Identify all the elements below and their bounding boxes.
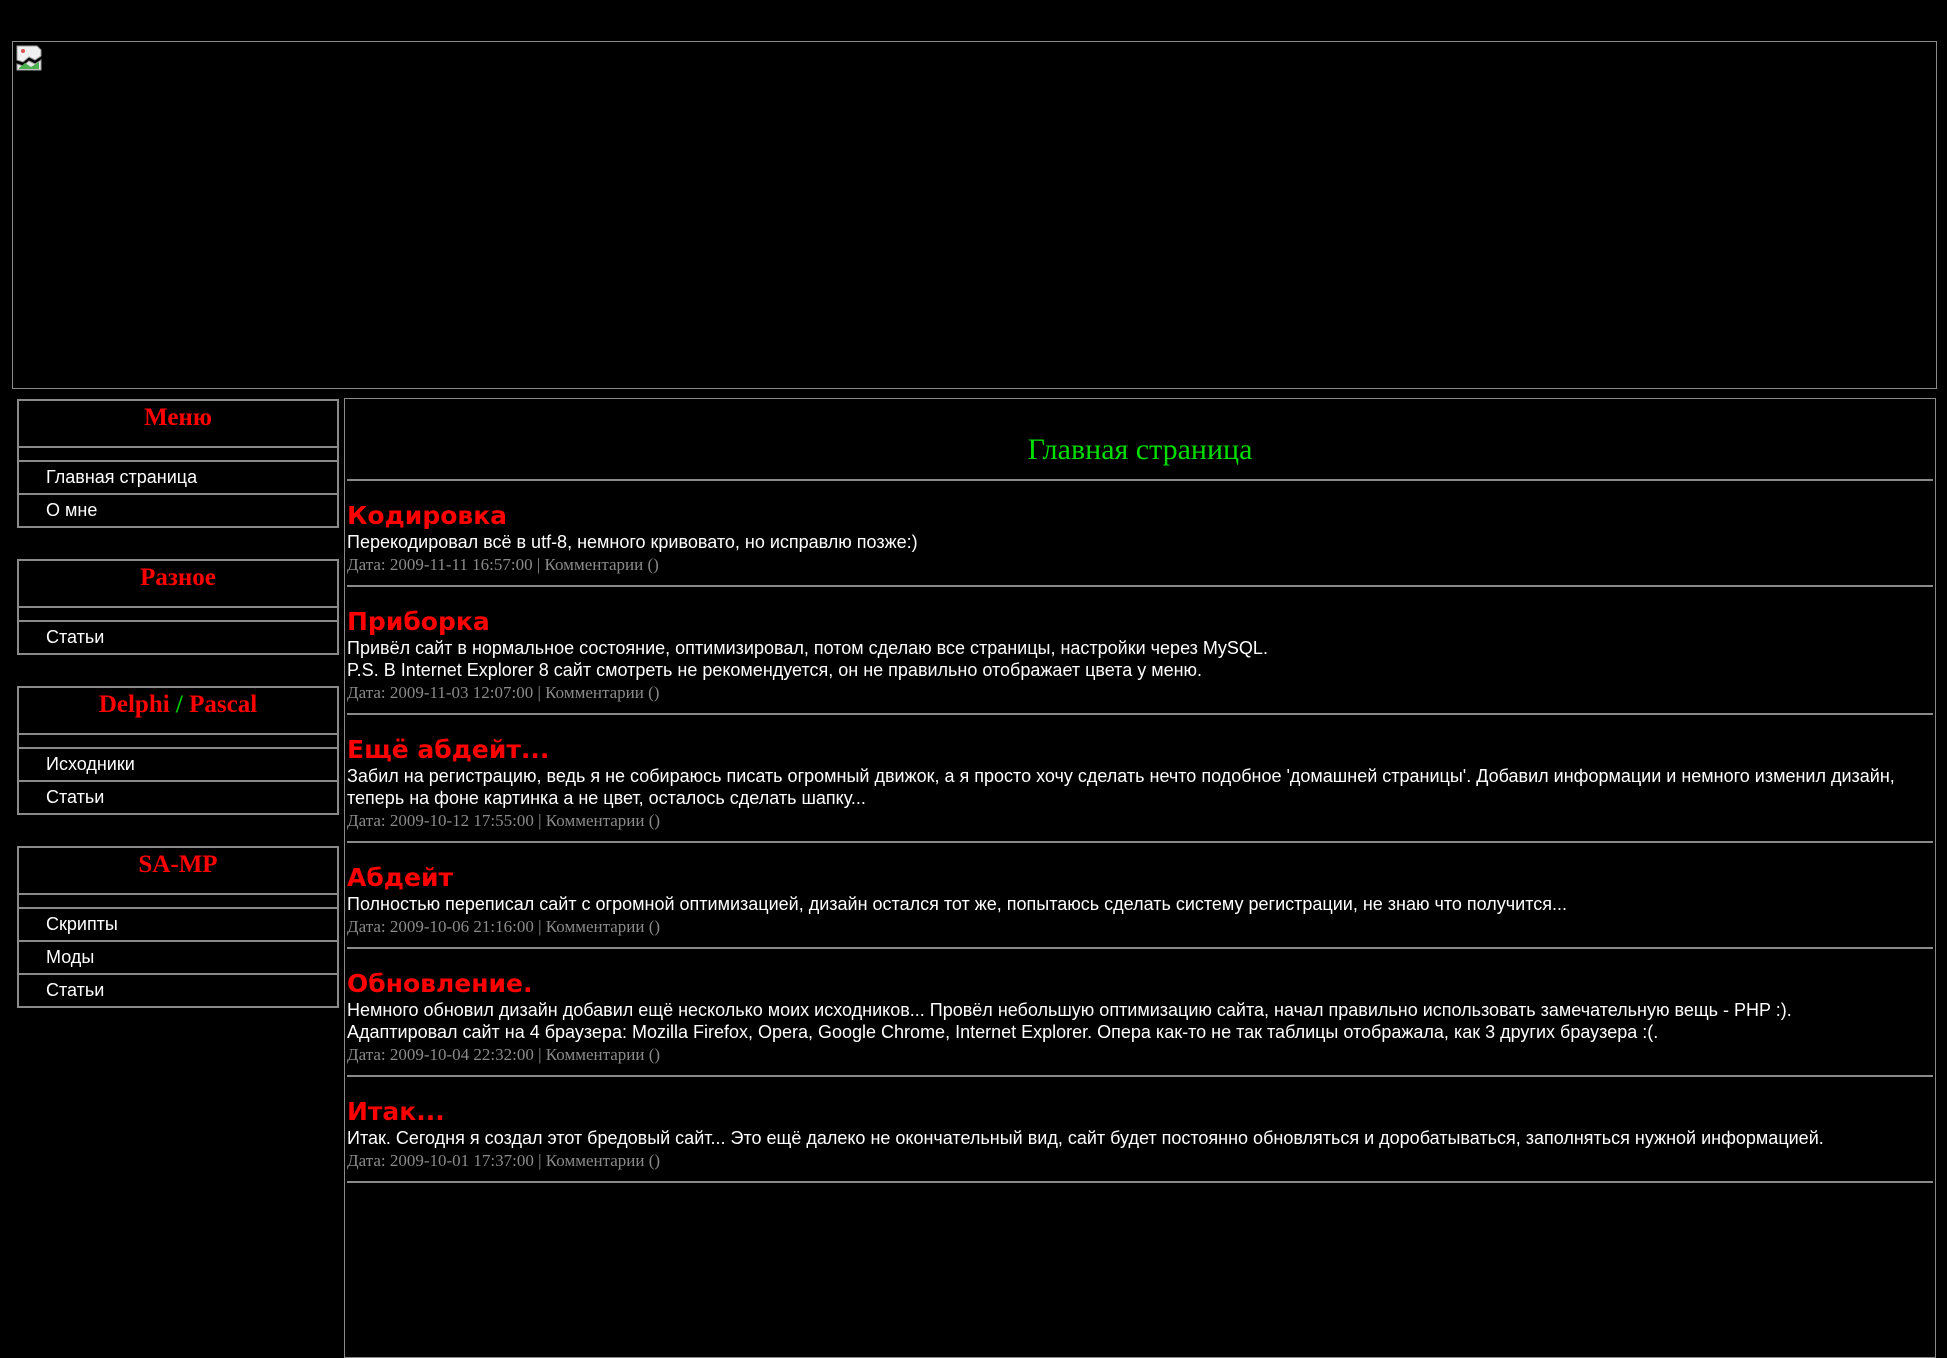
header-banner [12, 41, 1937, 389]
main-content [344, 398, 1936, 1358]
post-title: Обновление. [347, 969, 533, 998]
menu-block-delphi [17, 686, 339, 815]
menu-block-main [17, 399, 339, 528]
post-body: Полностью переписал сайт с огромной оптимизацией, дизайн остался тот же, попытаюсь сделать систему регистрации, не знаю что получится... [347, 894, 1568, 914]
menu-block-title: SA-MP [19, 848, 337, 895]
menu-item-mods[interactable]: Моды [19, 940, 337, 973]
sidebar [17, 399, 339, 1039]
menu-block-title: Разное [19, 561, 337, 608]
news-post [347, 587, 1933, 715]
post-title: Итак... [347, 1097, 445, 1126]
post-title: Абдейт [347, 863, 453, 892]
post-meta[interactable]: Дата: 2009-10-04 22:32:00 | Комментарии () [347, 1045, 661, 1064]
menu-item-home[interactable]: Главная страница [46, 467, 198, 487]
menu-block-samp [17, 846, 339, 1008]
post-body: Немного обновил дизайн добавил ещё несколько моих исходников... Провёл небольшую оптимизацию сайта, начал правильно использовать замечательную вещь - PHP :). Адаптировал сайт на 4 браузера: Mozilla Firefox, Opera, Google Chrome, Internet Explorer. Опера как-то не так таблицы отображала, как 3 других браузера :(. [347, 1000, 1792, 1042]
menu-item-delphi-articles[interactable]: Статьи [19, 780, 337, 813]
post-meta[interactable]: Дата: 2009-11-11 16:57:00 | Комментарии () [347, 555, 659, 574]
broken-image-icon [15, 44, 43, 72]
post-title: Кодировка [347, 501, 508, 530]
post-meta[interactable]: Дата: 2009-10-06 21:16:00 | Комментарии () [347, 917, 661, 936]
menu-title-pascal: Pascal [189, 691, 258, 718]
menu-block-title: Меню [19, 401, 337, 448]
post-body: Итак. Сегодня я создал этот бредовый сайт... Это ещё далеко не окончательный вид, сайт будет постоянно обновляться и доробатываться, заполняться нужной информацией. [347, 1128, 1824, 1148]
news-post [347, 481, 1933, 587]
menu-item-sources[interactable]: Исходники [46, 754, 135, 774]
menu-item-samp-articles[interactable]: Статьи [19, 973, 337, 1006]
post-title: Ещё абдейт... [347, 735, 550, 764]
page-title: Главная страница [347, 399, 1933, 481]
post-title: Приборка [347, 607, 490, 636]
post-meta[interactable]: Дата: 2009-11-03 12:07:00 | Комментарии () [347, 683, 660, 702]
menu-item-scripts[interactable]: Скрипты [46, 914, 118, 934]
menu-divider [19, 735, 337, 749]
post-meta[interactable]: Дата: 2009-10-01 17:37:00 | Комментарии () [347, 1151, 661, 1170]
menu-divider [19, 608, 337, 622]
menu-title-delphi: Delphi [98, 691, 170, 718]
news-post [347, 1077, 1933, 1183]
menu-item-articles[interactable]: Статьи [46, 627, 105, 647]
menu-block-misc [17, 559, 339, 655]
post-body: Забил на регистрацию, ведь я не собираюсь писать огромный движок, а я просто хочу сделать нечто подобное 'домашней страницы'. Добавил информации и немного изменил дизайн, теперь на фоне картинка а не цвет, осталось сделать шапку... [347, 766, 1895, 808]
menu-title-separator: / [175, 691, 183, 718]
menu-block-title [19, 688, 337, 735]
post-meta[interactable]: Дата: 2009-10-12 17:55:00 | Комментарии () [347, 811, 661, 830]
news-post [347, 949, 1933, 1077]
menu-divider [19, 448, 337, 462]
post-body: Перекодировал всё в utf-8, немного кривовато, но исправлю позже:) [347, 532, 918, 552]
news-post [347, 843, 1933, 949]
menu-divider [19, 895, 337, 909]
menu-item-about[interactable]: О мне [19, 493, 337, 526]
post-body: Привёл сайт в нормальное состояние, оптимизировал, потом сделаю все страницы, настройки через MySQL. P.S. В Internet Explorer 8 сайт смотреть не рекомендуется, он не правильно отображает цвета у меню. [347, 638, 1268, 680]
news-post [347, 715, 1933, 843]
